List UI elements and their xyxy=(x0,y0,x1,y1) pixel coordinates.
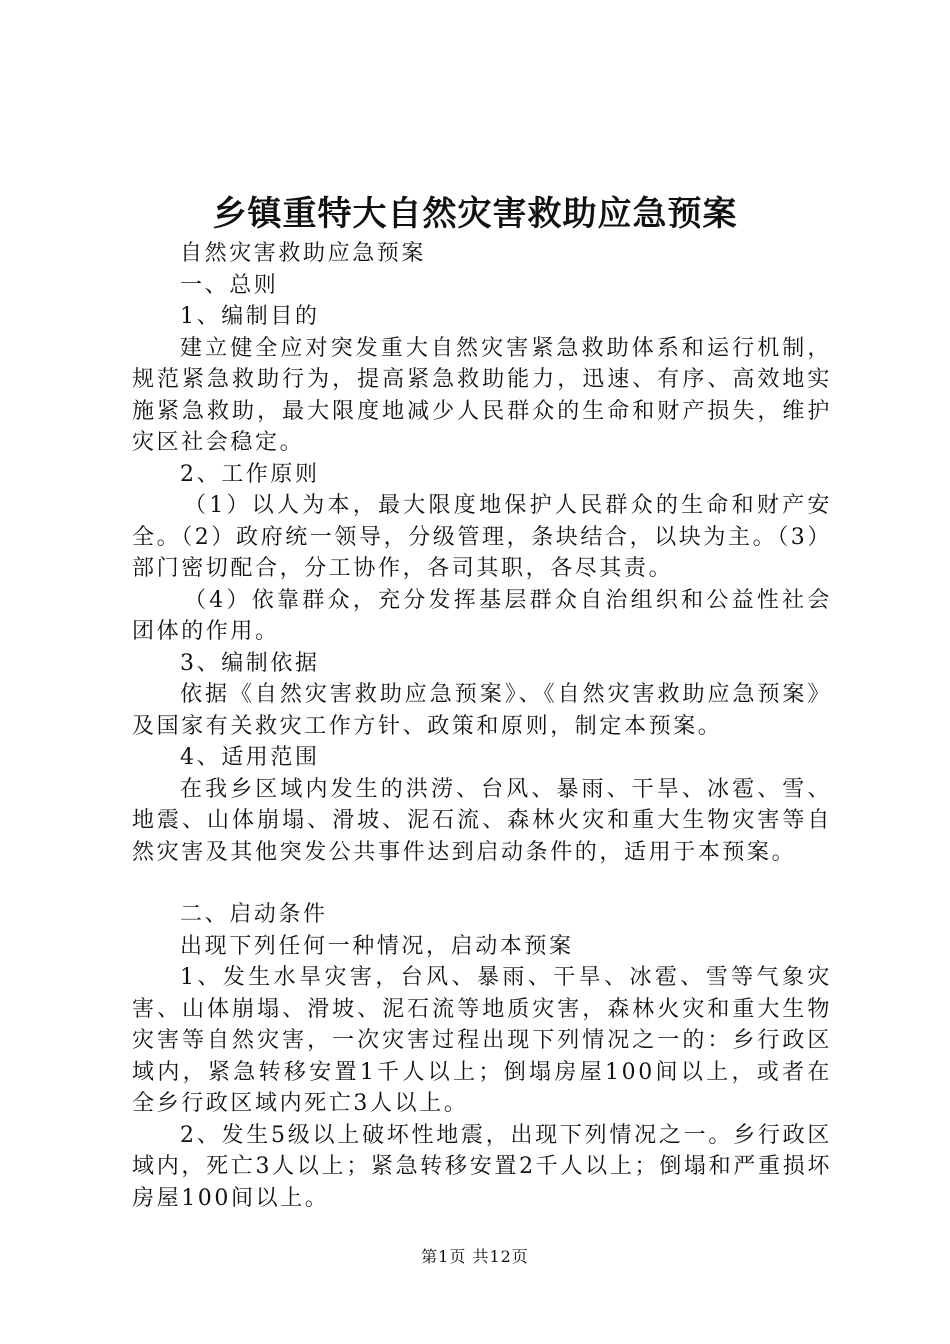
paragraph-principles-1-3: （1）以人为本，最大限度地保护人民群众的生命和财产安全。（2）政府统一领导，分级管理，条块结合，以块为主。（3）部门密切配合，分工协作，各司其职，各尽其责。 xyxy=(132,493,832,581)
heading-start-conditions: 二、启动条件 xyxy=(180,902,328,927)
paragraph-condition-2: 2、发生5级以上破坏性地震，出现下列情况之一。乡行政区域内，死亡3人以上；紧急转移安置2千人以上；倒塌和严重损坏房屋100间以上。 xyxy=(132,1122,832,1211)
paragraph-plan-name: 自然灾害救助应急预案 xyxy=(180,241,427,266)
paragraph-basis: 依据《自然灾害救助应急预案》、《自然灾害救助应急预案》及国家有关救灾工作方针、政策和原则，制定本预案。 xyxy=(132,682,832,739)
paragraph-condition-1: 1、发生水旱灾害，台风、暴雨、干旱、冰雹、雪等气象灾害、山体崩塌、滑坡、泥石流等地质灾害，森林火灾和重大生物灾害等自然灾害，一次灾害过程出现下列情况之一的：乡行政区域内，紧急转移安置1千人以上；倒塌房屋100间以上，或者在全乡行政区域内死亡3人以上。 xyxy=(132,965,832,1116)
heading-work-principles: 2、工作原则 xyxy=(180,461,320,487)
document-title: 乡镇重特大自然灾害救助应急预案 xyxy=(212,194,738,234)
heading-basis: 3、编制依据 xyxy=(180,650,320,676)
paragraph-gap xyxy=(132,868,832,899)
paragraph-start-intro: 出现下列任何一种情况，启动本预案 xyxy=(180,933,574,959)
document-body xyxy=(132,238,832,1214)
paragraph-scope: 在我乡区域内发生的洪涝、台风、暴雨、干旱、冰雹、雪、地震、山体崩塌、滑坡、泥石流、森林火灾和重大生物灾害等自然灾害及其他突发公共事件达到启动条件的，适用于本预案。 xyxy=(132,776,832,865)
page-number-footer: 第1页 共12页 xyxy=(421,1247,529,1266)
paragraph-principle-4: （4）依靠群众，充分发挥基层群众自治组织和公益性社会团体的作用。 xyxy=(132,587,832,644)
heading-purpose: 1、编制目的 xyxy=(180,304,320,329)
heading-scope: 4、适用范围 xyxy=(180,745,320,770)
heading-general-principles: 一、总则 xyxy=(180,272,279,298)
paragraph-purpose: 建立健全应对突发重大自然灾害紧急救助体系和运行机制，规范紧急救助行为，提高紧急救助能力，迅速、有序、高效地实施紧急救助，最大限度地减少人民群众的生命和财产损失，维护灾区社会稳定。 xyxy=(132,335,832,455)
